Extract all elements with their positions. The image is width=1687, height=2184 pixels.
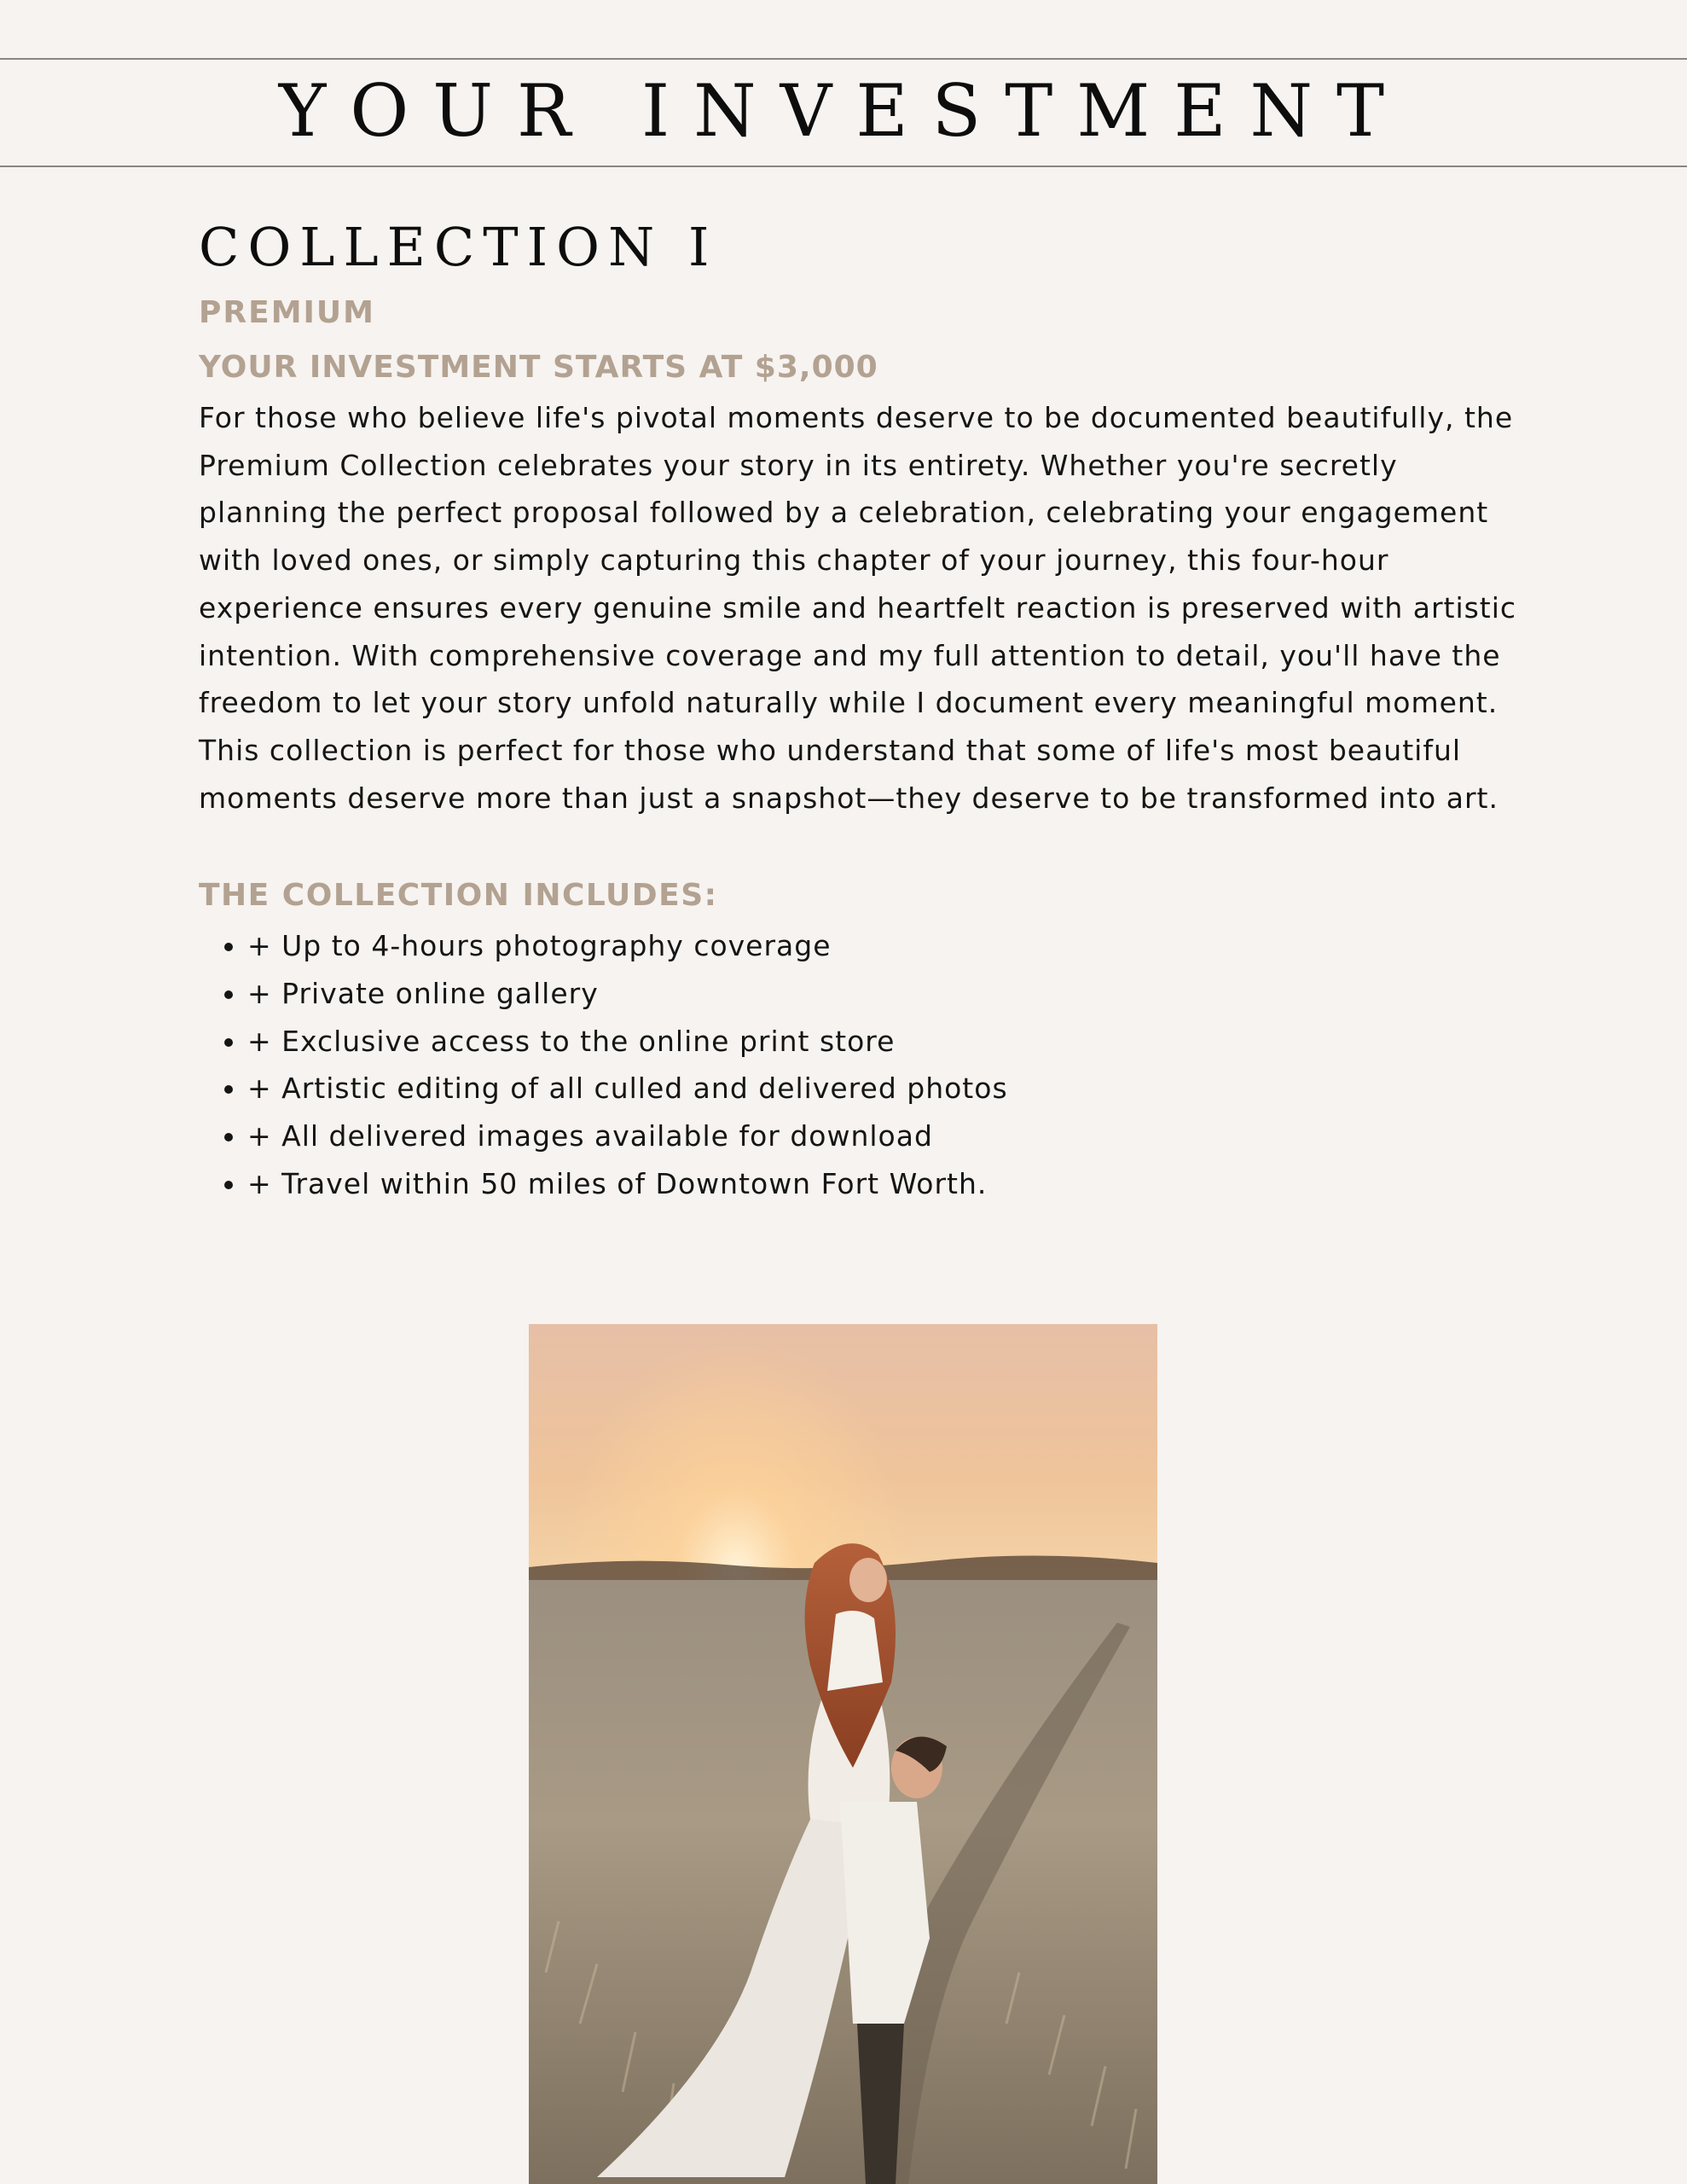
list-item: • + Up to 4-hours photography coverage bbox=[247, 922, 1529, 970]
collection-description: For those who believe life's pivotal moments deserve to be documented beautifully, the Premium Collection celebrates your story in its entirety. Whether you're secretly planning the perfect proposal followed by a celebration, celebrating your engagement with loved ones, or simply capturing this chapter of your journey, this four-hour experience ensures every genuine smile and heartfelt reaction is preserved with artistic intention. With comprehensive coverage and my full attention to detail, you'll have the freedom to let your story unfold naturally while I document every meaningful moment. This collection is perfect for those who understand that some of life's most beautiful moments deserve more than just a snapshot—they deserve to be transformed into art. bbox=[199, 401, 1517, 815]
list-item: • + Travel within 50 miles of Downtown Fort Worth. bbox=[247, 1160, 1529, 1208]
header-top-rule bbox=[0, 58, 1687, 60]
page-title: YOUR INVESTMENT bbox=[278, 69, 1409, 153]
collection-price: YOUR INVESTMENT STARTS AT $3,000 bbox=[199, 350, 878, 385]
list-item: • + Private online gallery bbox=[247, 970, 1529, 1018]
list-item: • + Artistic editing of all culled and delivered photos bbox=[247, 1065, 1529, 1112]
includes-list bbox=[199, 922, 1529, 1207]
includes-heading: THE COLLECTION INCLUDES: bbox=[199, 878, 718, 914]
list-item: • + Exclusive access to the online print store bbox=[247, 1018, 1529, 1066]
collection-heading: COLLECTION I bbox=[199, 216, 718, 278]
header-bottom-rule bbox=[0, 166, 1687, 167]
collection-section bbox=[199, 212, 1529, 1208]
couple-photo bbox=[529, 1324, 1157, 2184]
list-item: • + All delivered images available for download bbox=[247, 1112, 1529, 1160]
collection-tier: PREMIUM bbox=[199, 295, 375, 330]
